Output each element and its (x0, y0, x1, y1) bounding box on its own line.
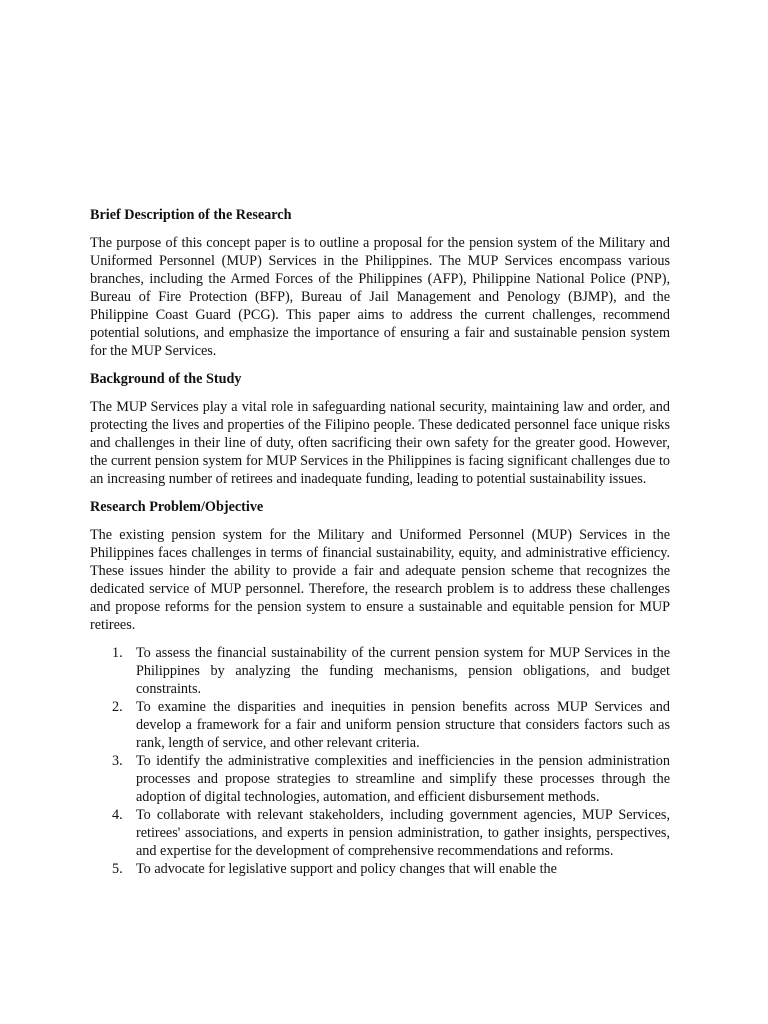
objective-item (90, 860, 670, 878)
objective-text: To assess the financial sustainability of the current pension system for MUP Services in the Philippines by analyzing the funding mechanisms, pension obligations, and budget constraints. (136, 645, 670, 697)
section-heading-background: Background of the Study (90, 371, 242, 387)
objective-item (90, 806, 670, 860)
objective-item (90, 644, 670, 698)
objectives-list (90, 644, 670, 878)
objective-item (90, 752, 670, 806)
objective-text: To advocate for legislative support and policy changes that will enable the (136, 861, 557, 877)
document-page (90, 206, 670, 878)
section-heading-research-problem: Research Problem/Objective (90, 499, 264, 515)
objective-number: 1. (112, 645, 123, 661)
objective-text: To identify the administrative complexities and inefficiencies in the pension administration processes and propose strategies to streamline and simplify these processes through the adoption of digital technologies, automation, and efficient disbursement methods. (136, 753, 670, 805)
objective-number: 3. (112, 753, 123, 769)
objective-text: To collaborate with relevant stakeholders, including government agencies, MUP Services, retirees' associations, and experts in pension administration, to gather insights, perspectives, and expertise for the development of comprehensive recommendations and reforms. (136, 807, 670, 859)
objective-item (90, 698, 670, 752)
section-body-research-problem: The existing pension system for the Military and Uniformed Personnel (MUP) Services in the Philippines faces challenges in terms of financial sustainability, equity, and administrative efficiency. These issues hinder the ability to provide a fair and adequate pension scheme that recognizes the dedicated service of MUP personnel. Therefore, the research problem is to address these challenges and propose reforms for the pension system to ensure a sustainable and equitable pension for MUP retirees. (90, 527, 670, 633)
section-body-background: The MUP Services play a vital role in safeguarding national security, maintaining law and order, and protecting the lives and properties of the Filipino people. These dedicated personnel face unique risks and challenges in their line of duty, often sacrificing their own safety for the greater good. However, the current pension system for MUP Services in the Philippines is facing significant challenges due to an increasing number of retirees and inadequate funding, leading to potential sustainability issues. (90, 399, 670, 487)
section-heading-brief-description: Brief Description of the Research (90, 207, 292, 223)
objective-text: To examine the disparities and inequities in pension benefits across MUP Services and develop a framework for a fair and uniform pension structure that considers factors such as rank, length of service, and other relevant criteria. (136, 699, 670, 751)
section-body-brief-description: The purpose of this concept paper is to outline a proposal for the pension system of the Military and Uniformed Personnel (MUP) Services in the Philippines. The MUP Services encompass various branches, including the Armed Forces of the Philippines (AFP), Philippine National Police (PNP), Bureau of Fire Protection (BFP), Bureau of Jail Management and Penology (BJMP), and the Philippine Coast Guard (PCG). This paper aims to address the current challenges, recommend potential solutions, and emphasize the importance of ensuring a fair and sustainable pension system for the MUP Services. (90, 235, 670, 359)
objective-number: 5. (112, 861, 123, 877)
objective-number: 4. (112, 807, 123, 823)
objective-number: 2. (112, 699, 123, 715)
